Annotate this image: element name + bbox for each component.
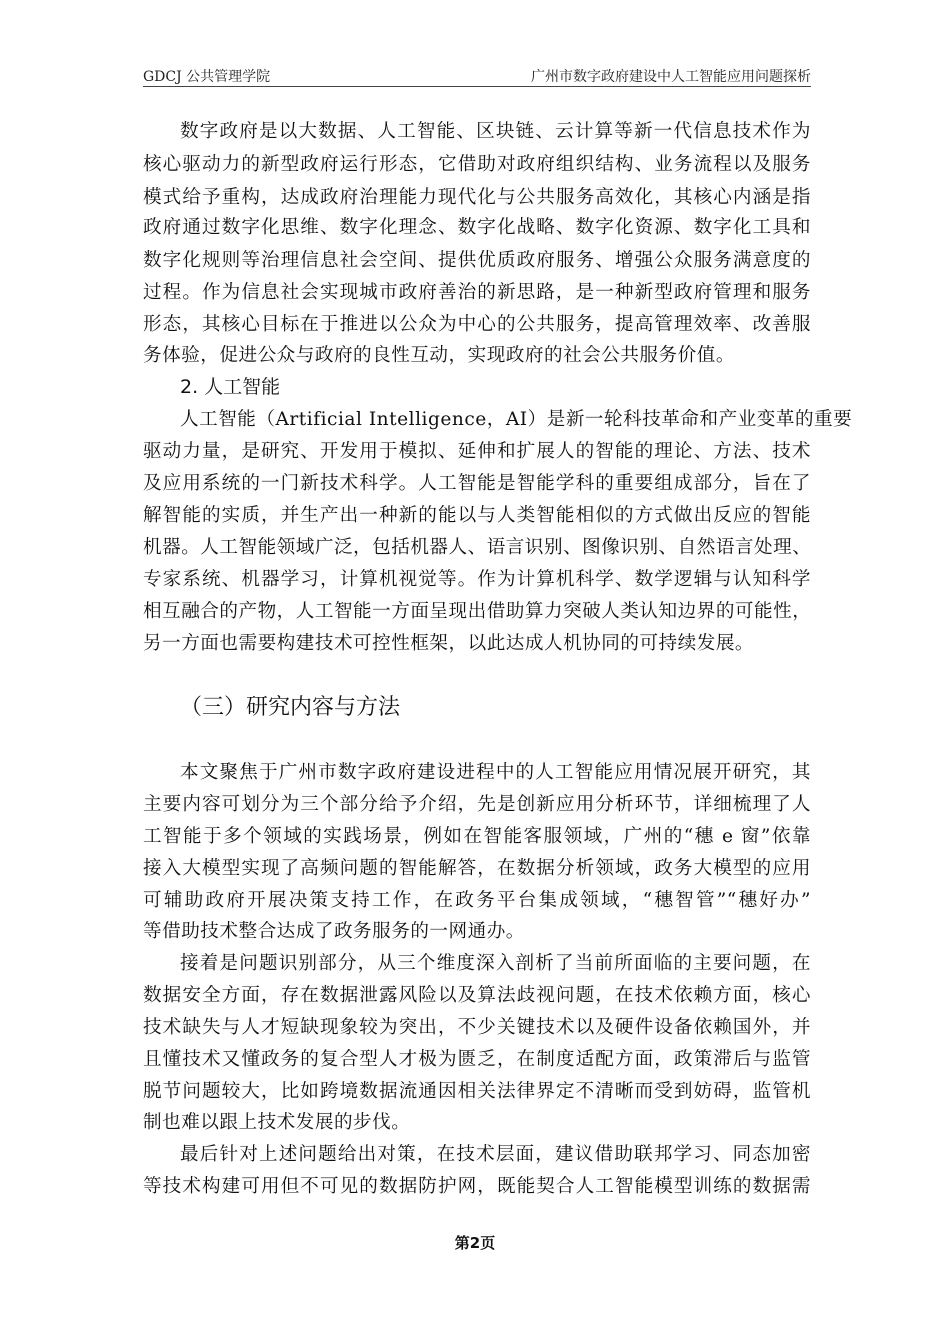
text-line: 且懂技术又懂政务的复合型人才极为匮乏，在制度适配方面，政策滞后与监管 — [143, 1049, 811, 1070]
heading-artificial-intelligence: 2. 人工智能 — [180, 376, 281, 398]
text-line: 驱动力量，是研究、开发用于模拟、延伸和扩展人的智能的理论、方法、技术 — [143, 441, 811, 462]
text-line: 人工智能（Artificial Intelligence，AI）是新一轮科技革命和产业变革的重要 — [180, 409, 853, 430]
page-number: 第2页 — [454, 1234, 496, 1252]
text-line: 可辅助政府开展决策支持工作，在政务平台集成领域，“穗智管”“穗好办” — [143, 890, 811, 911]
text-line: 数据安全方面，存在数据泄露风险以及算法歧视问题，在技术依赖方面，核心 — [143, 985, 811, 1006]
page-header — [143, 66, 811, 87]
text-line: 核心驱动力的新型政府运行形态，它借助对政府组织结构、业务流程以及服务 — [143, 154, 811, 175]
text-line: 另一方面也需要构建技术可控性框架，以此达成人机协同的可持续发展。 — [143, 633, 755, 654]
text-line: 本文聚焦于广州市数字政府建设进程中的人工智能应用情况展开研究，其 — [180, 762, 811, 783]
text-line: 形态，其核心目标在于推进以公众为中心的公共服务，提高管理效率、改善服 — [143, 314, 811, 335]
text-line: 政府通过数字化思维、数字化理念、数字化战略、数字化资源、数字化工具和 — [143, 217, 811, 238]
text-line: 制也难以跟上技术发展的步伐。 — [143, 1112, 411, 1133]
header-document-title: 广州市数字政府建设中人工智能应用问题探析 — [531, 69, 811, 85]
text-line: 专家系统、机器学习，计算机视觉等。作为计算机科学、数学逻辑与认知科学 — [143, 569, 811, 590]
text-line: 最后针对上述问题给出对策，在技术层面，建议借助联邦学习、同态加密 — [180, 1144, 811, 1165]
text-line: 脱节问题较大，比如跨境数据流通因相关法律界定不清晰而受到妨碍，监管机 — [143, 1081, 811, 1102]
text-line: 主要内容可划分为三个部分给予介绍，先是创新应用分析环节，详细梳理了人 — [143, 794, 811, 815]
text-line: 接着是问题识别部分，从三个维度深入剖析了当前所面临的主要问题，在 — [180, 953, 811, 974]
text-line: 工智能于多个领域的实践场景，例如在智能客服领域，广州的“穗 e 窗”依靠 — [143, 826, 811, 847]
text-line: 技术缺失与人才短缺现象较为突出，不少关键技术以及硬件设备依赖国外，并 — [143, 1017, 811, 1038]
text-line: 模式给予重构，达成政府治理能力现代化与公共服务高效化，其核心内涵是指 — [143, 187, 811, 208]
text-line: 机器。人工智能领域广泛，包括机器人、语言识别、图像识别、自然语言处理、 — [143, 537, 812, 558]
text-line: 过程。作为信息社会实现城市政府善治的新思路，是一种新型政府管理和服务 — [143, 282, 811, 303]
text-line: 等技术构建可用但不可见的数据防护网，既能契合人工智能模型训练的数据需 — [143, 1176, 811, 1197]
text-line: 解智能的实质，并生产出一种新的能以与人类智能相似的方式做出反应的智能 — [143, 505, 811, 526]
text-line: 及应用系统的一门新技术科学。人工智能是智能学科的重要组成部分，旨在了 — [143, 473, 811, 494]
text-line: 务体验，促进公众与政府的良性互动，实现政府的社会公共服务价值。 — [143, 345, 735, 366]
text-line: 数字政府是以大数据、人工智能、区块链、云计算等新一代信息技术作为 — [180, 121, 811, 142]
section-heading-research-content: （三）研究内容与方法 — [180, 695, 401, 720]
text-line: 接入大模型实现了高频问题的智能解答，在数据分析领域，政务大模型的应用 — [143, 858, 811, 879]
text-line: 等借助技术整合达成了政务服务的一网通办。 — [143, 921, 525, 942]
text-line: 相互融合的产物，人工智能一方面呈现出借助算力突破人类认知边界的可能性， — [143, 601, 812, 622]
text-line: 数字化规则等治理信息社会空间、提供优质政府服务、增强公众服务满意度的 — [143, 250, 811, 271]
header-institution: GDCJ 公共管理学院 — [143, 69, 271, 85]
